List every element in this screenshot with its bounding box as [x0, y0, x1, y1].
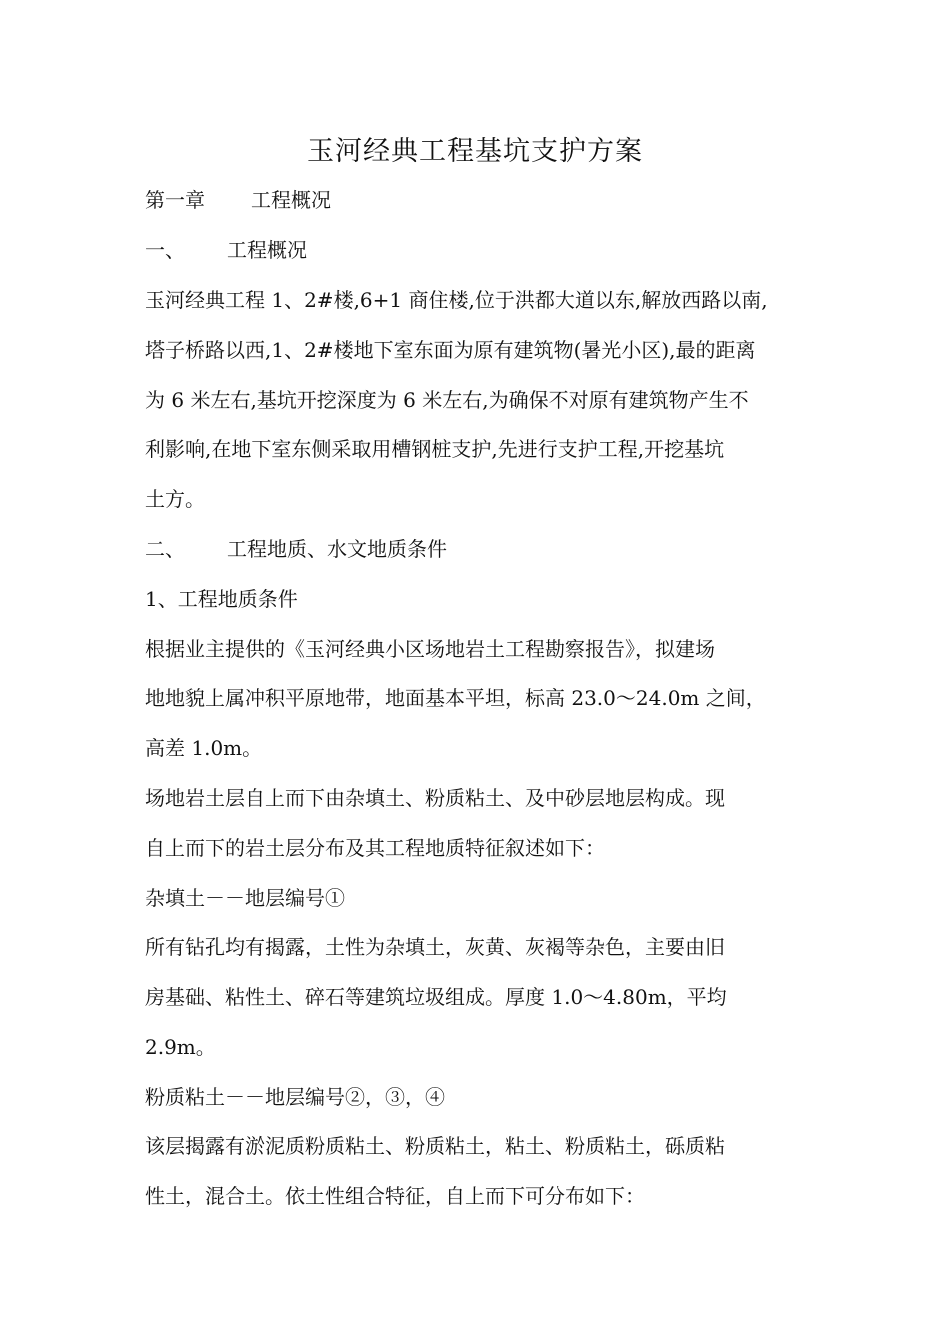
section-name: 工程概况 — [227, 238, 307, 262]
document-title: 玉河经典工程基坑支护方案 — [307, 136, 643, 167]
section-heading-2 — [145, 534, 447, 564]
paragraph-line: 高差 1.0m。 — [145, 736, 263, 760]
paragraph-line: 土方。 — [145, 487, 205, 511]
paragraph-line: 该层揭露有淤泥质粉质粘土、粉质粘土，粘土、粉质粘土，砾质粘 — [145, 1134, 725, 1158]
section-number: 一、 — [145, 238, 185, 262]
paragraph-line: 所有钻孔均有揭露，土性为杂填土，灰黄、灰褐等杂色，主要由旧 — [145, 935, 725, 959]
paragraph-line: 自上而下的岩土层分布及其工程地质特征叙述如下： — [145, 836, 605, 860]
paragraph-line: 性土，混合土。依土性组合特征，自上而下可分布如下： — [145, 1184, 645, 1208]
paragraph-line: 利影响,在地下室东侧采取用槽钢桩支护,先进行支护工程,开挖基坑 — [145, 437, 725, 461]
paragraph-line: 为 6 米左右,基坑开挖深度为 6 米左右,为确保不对原有建筑物产生不 — [145, 388, 749, 412]
section-heading-1 — [145, 235, 307, 265]
paragraph-line: 2.9m。 — [145, 1035, 216, 1059]
chapter-number: 第一章 — [145, 188, 205, 212]
paragraph-line: 房基础、粘性土、碎石等建筑垃圾组成。厚度 1.0～4.80m，平均 — [145, 985, 727, 1009]
paragraph-line: 塔子桥路以西,1、2#楼地下室东面为原有建筑物(暑光小区),最的距离 — [145, 338, 756, 362]
subsection-heading: 1、工程地质条件 — [145, 587, 298, 611]
chapter-heading — [145, 185, 331, 215]
paragraph-line: 根据业主提供的《玉河经典小区场地岩土工程勘察报告》，拟建场 — [145, 637, 715, 661]
layer-heading: 粉质粘土－－地层编号②，③，④ — [145, 1085, 445, 1109]
section-number: 二、 — [145, 537, 185, 561]
section-name: 工程地质、水文地质条件 — [227, 537, 447, 561]
paragraph-line: 地地貌上属冲积平原地带，地面基本平坦，标高 23.0～24.0m 之间， — [145, 686, 766, 710]
layer-heading: 杂填土－－地层编号① — [145, 886, 345, 910]
paragraph-line: 场地岩土层自上而下由杂填土、粉质粘土、及中砂层地层构成。现 — [145, 786, 725, 810]
chapter-name: 工程概况 — [251, 188, 331, 212]
paragraph-line: 玉河经典工程 1、2#楼,6+1 商住楼,位于洪都大道以东,解放西路以南, — [145, 288, 768, 312]
